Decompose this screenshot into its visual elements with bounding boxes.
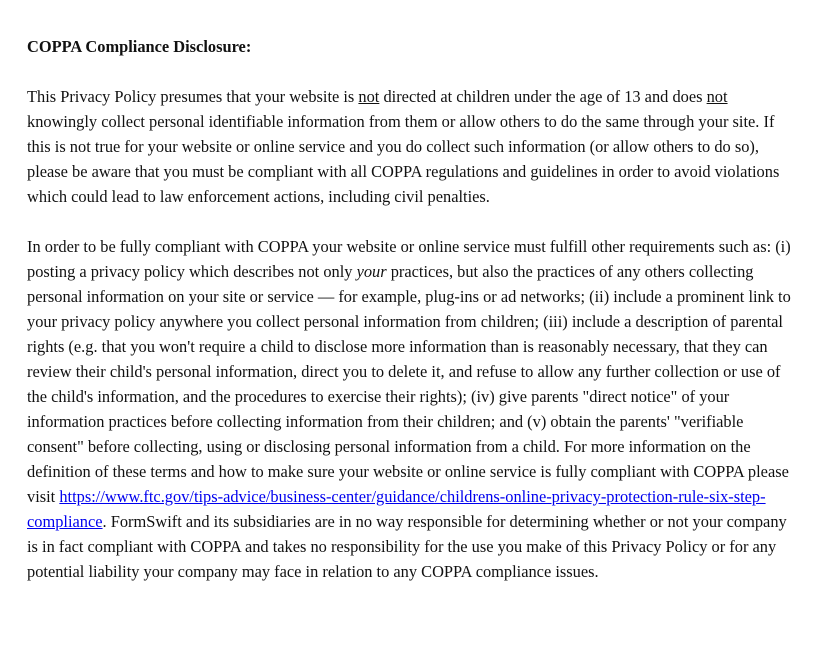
emphasis-your: your <box>356 262 387 281</box>
text-segment: knowingly collect personal identifiable information from them or allow others to do the same through your site. If this is not true for your website or online service and you do collect such information (or allow others to do so), please be aware that you must be compliant with all COPPA regulations and guidelines in order to avoid violations which could lead to law enforcement actions, including civil penalties. <box>27 112 780 206</box>
emphasis-not: not <box>358 87 380 106</box>
paragraph-coppa-presumption <box>27 84 797 209</box>
text-segment: directed at children under the age of 13 and does <box>379 87 707 106</box>
section-heading: COPPA Compliance Disclosure: <box>27 37 252 56</box>
text-segment: . FormSwift and its subsidiaries are in no way responsible for determining whether or not your company is in fact compliant with COPPA and takes no responsibility for the use you make of this Privacy Policy or for any potential liability your company may face in relation to any COPPA compliance issues. <box>27 512 787 581</box>
text-segment: This Privacy Policy presumes that your website is <box>27 87 359 106</box>
text-segment: practices, but also the practices of any others collecting personal information on your site or service — for example, plug-ins or ad networks; (ii) include a prominent link to your privacy policy anywhere you collect personal information from children; (iii) include a description of parental rights (e.g. that you won't require a child to disclose more information than is reasonably necessary, that they can review their child's personal information, direct you to delete it, and refuse to allow any further collection or use of the child's information, and the procedures to exercise their rights); (iv) give parents "direct notice" of your information practices before collecting information from their children; and (v) obtain the parents' "verifiable consent" before collecting, using or disclosing personal information from a child. For more information on the definition of these terms and how to make sure your website or online service is fully compliant with COPPA please visit <box>27 262 791 506</box>
emphasis-not: not <box>706 87 728 106</box>
paragraph-coppa-requirements <box>27 234 797 584</box>
text-segment: In order to be fully compliant with COPPA your website or online service must fulfill other requirements such as: (i) posting a privacy policy which describes not only <box>27 237 791 281</box>
ftc-guidance-link[interactable]: https://www.ftc.gov/tips-advice/business-center/guidance/childrens-online-privacy-protection-rule-six-step-compliance <box>27 487 766 531</box>
document-body <box>27 34 797 584</box>
